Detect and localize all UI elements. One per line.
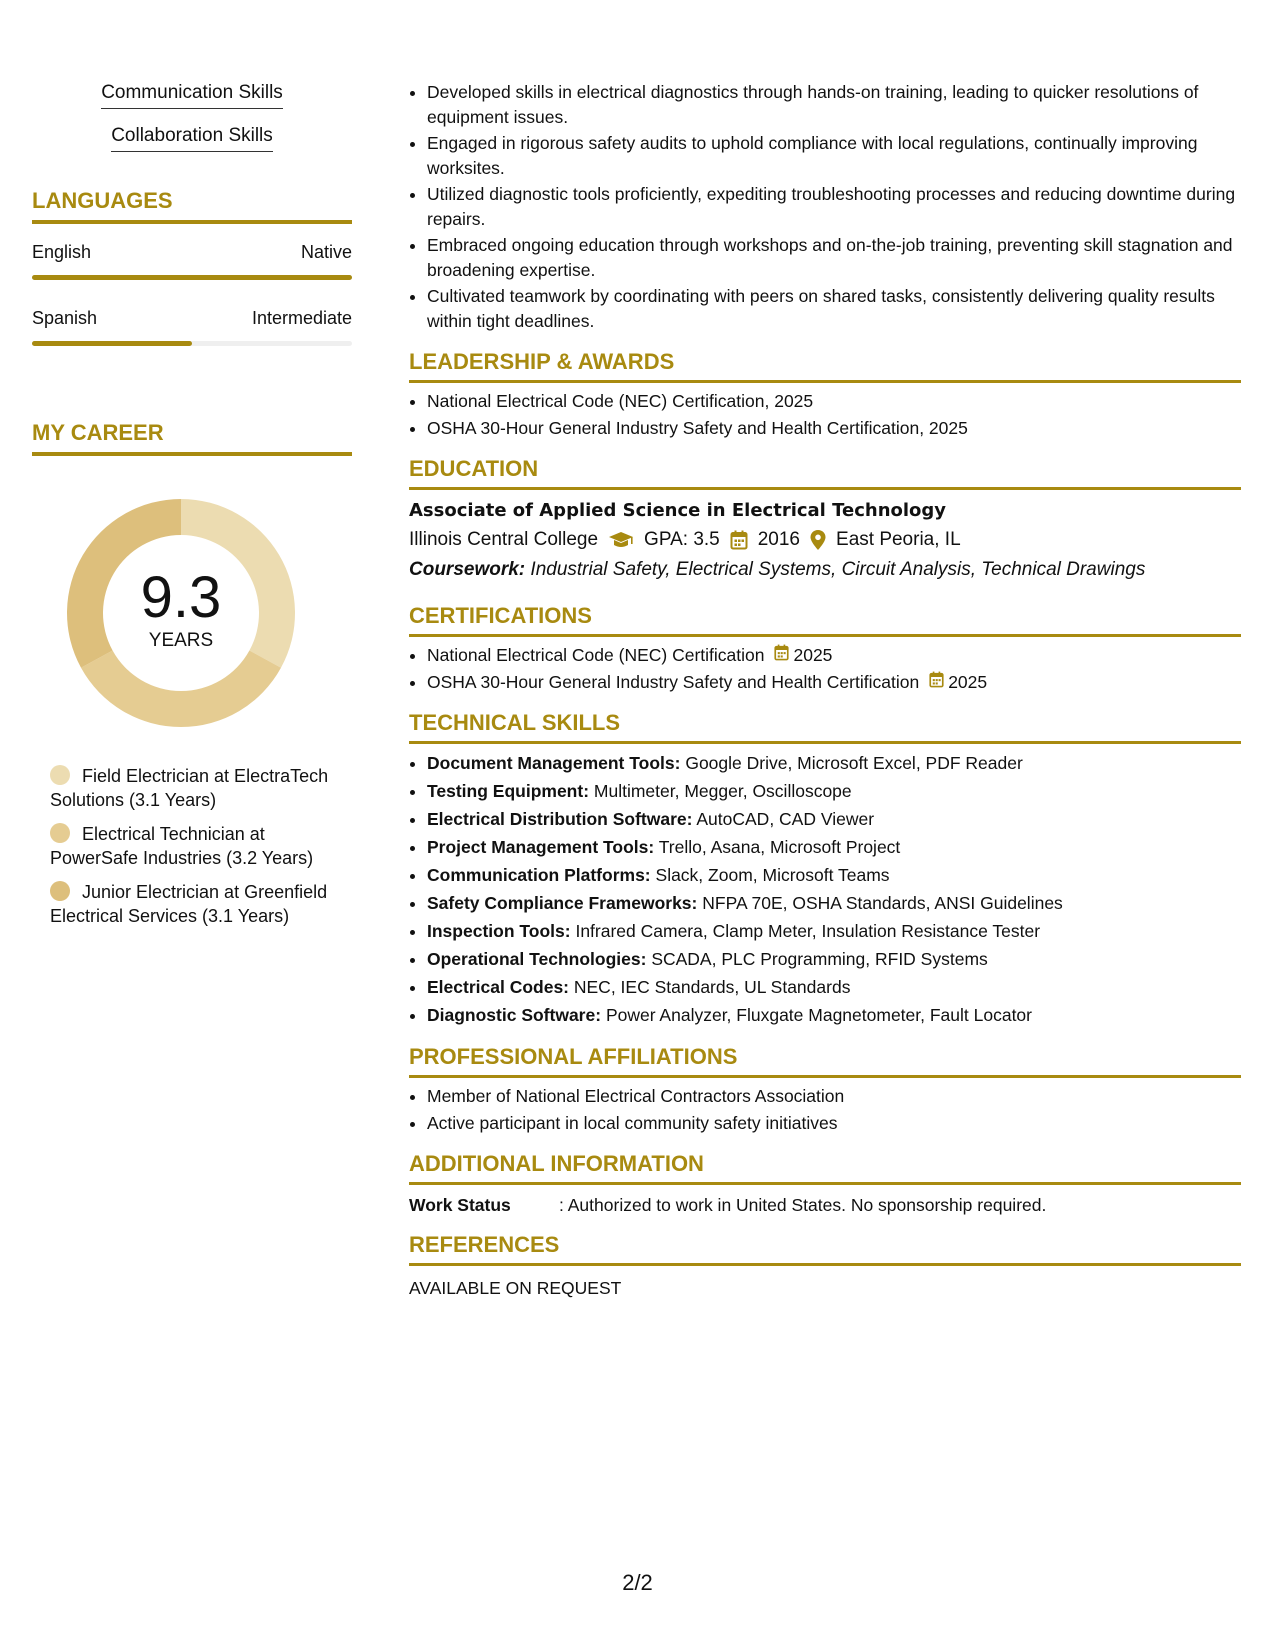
legend-dot-icon [50,765,70,785]
languages-heading: LANGUAGES [32,188,352,224]
language-level: Native [300,242,352,262]
list-item: • Member of National Electrical Contractors Association [427,1084,1241,1109]
list-item: • Engaged in rigorous safety audits to uphold compliance with local regulations, continually improving worksites. [427,131,1241,180]
additional-info-heading: ADDITIONAL INFORMATION [409,1151,1241,1185]
page-number: 2/2 [622,1570,653,1595]
affiliations-list [409,1084,1241,1135]
list-item: • National Electrical Code (NEC) Certification 2025 [427,643,1241,668]
references-text: AVAILABLE ON REQUEST [409,1278,622,1298]
list-item: • Safety Compliance Frameworks: NFPA 70E, OSHA Standards, ANSI Guidelines [427,890,1241,916]
list-item: • Diagnostic Software: Power Analyzer, Fluxgate Magnetometer, Fault Locator [427,1002,1241,1028]
education-coursework: Coursework: Industrial Safety, Electrical Systems, Circuit Analysis, Technical Drawings [409,559,1146,580]
technical-skills-list [409,750,1241,1028]
list-item: • Communication Platforms: Slack, Zoom, Microsoft Teams [427,862,1241,888]
right-column [409,80,1241,1299]
career-legend-item: Electrical Technician at PowerSafe Industries (3.2 Years) [50,824,314,868]
certifications-heading: CERTIFICATIONS [409,603,1241,637]
location-pin-icon [810,529,826,551]
education-location: East Peoria, IL [836,529,961,550]
skill-tag: Communication Skills [32,82,352,109]
calendar-icon [929,670,944,695]
calendar-icon [730,529,748,551]
leadership-heading: LEADERSHIP & AWARDS [409,349,1241,383]
list-item: • Inspection Tools: Infrared Camera, Clamp Meter, Insulation Resistance Tester [427,918,1241,944]
work-status-label: Work Status [409,1195,511,1215]
language-bar-fill [32,341,192,346]
calendar-icon [774,643,789,668]
career-legend-item: Junior Electrician at Greenfield Electrical Services (3.1 Years) [50,882,328,926]
donut-slice [81,650,281,727]
language-bar [32,275,352,280]
language-item [32,242,352,280]
language-level: Intermediate [251,308,352,328]
education-heading: EDUCATION [409,456,1241,490]
language-bar-fill [32,275,352,280]
language-bar [32,341,352,346]
left-column [32,82,352,938]
work-status-row [409,1195,1241,1216]
language-name: English [32,242,92,262]
graduation-cap-icon [608,529,634,551]
references-heading: REFERENCES [409,1232,1241,1266]
list-item: • Project Management Tools: Trello, Asana, Microsoft Project [427,834,1241,860]
education-gpa: GPA: 3.5 [644,529,720,550]
education-school: Illinois Central College [409,529,599,550]
education-degree: Associate of Applied Science in Electrical Technology [409,500,947,521]
list-item: • Electrical Codes: NEC, IEC Standards, UL Standards [427,974,1241,1000]
list-item: • OSHA 30-Hour General Industry Safety and Health Certification 2025 [427,670,1241,695]
list-item: • Utilized diagnostic tools proficiently, expediting troubleshooting processes and reducing downtime during repairs. [427,182,1241,231]
list-item: • Document Management Tools: Google Drive, Microsoft Excel, PDF Reader [427,750,1241,776]
legend-dot-icon [50,881,70,901]
language-name: Spanish [32,308,98,328]
list-item: • Electrical Distribution Software: AutoCAD, CAD Viewer [427,806,1241,832]
skill-tag: Collaboration Skills [32,125,352,152]
list-item: • Embraced ongoing education through workshops and on-the-job training, preventing skill stagnation and broadening expertise. [427,233,1241,282]
career-heading: MY CAREER [32,420,352,456]
career-total-unit: YEARS [148,630,214,651]
career-legend [50,764,340,928]
experience-bullets [409,80,1241,333]
technical-skills-heading: TECHNICAL SKILLS [409,710,1241,744]
leadership-list [409,389,1241,440]
list-item: • National Electrical Code (NEC) Certification, 2025 [427,389,1241,414]
list-item: • Cultivated teamwork by coordinating with peers on shared tasks, consistently delivering quality results within tight deadlines. [427,284,1241,333]
legend-dot-icon [50,823,70,843]
list-item: • Operational Technologies: SCADA, PLC Programming, RFID Systems [427,946,1241,972]
language-item [32,308,352,346]
affiliations-heading: PROFESSIONAL AFFILIATIONS [409,1044,1241,1078]
list-item: • Active participant in local community safety initiatives [427,1111,1241,1136]
career-donut-chart [66,498,296,728]
list-item: • Testing Equipment: Multimeter, Megger, Oscilloscope [427,778,1241,804]
list-item: • Developed skills in electrical diagnostics through hands-on training, leading to quicker resolutions of equipment issues. [427,80,1241,129]
education-year: 2016 [757,529,801,550]
career-total-years: 9.3 [140,565,222,630]
certifications-list [409,643,1241,694]
list-item: • OSHA 30-Hour General Industry Safety and Health Certification, 2025 [427,416,1241,441]
education-meta [409,529,1241,551]
career-legend-item: Field Electrician at ElectraTech Solutions (3.1 Years) [50,766,329,810]
work-status-value: : Authorized to work in United States. No sponsorship required. [559,1195,1047,1215]
